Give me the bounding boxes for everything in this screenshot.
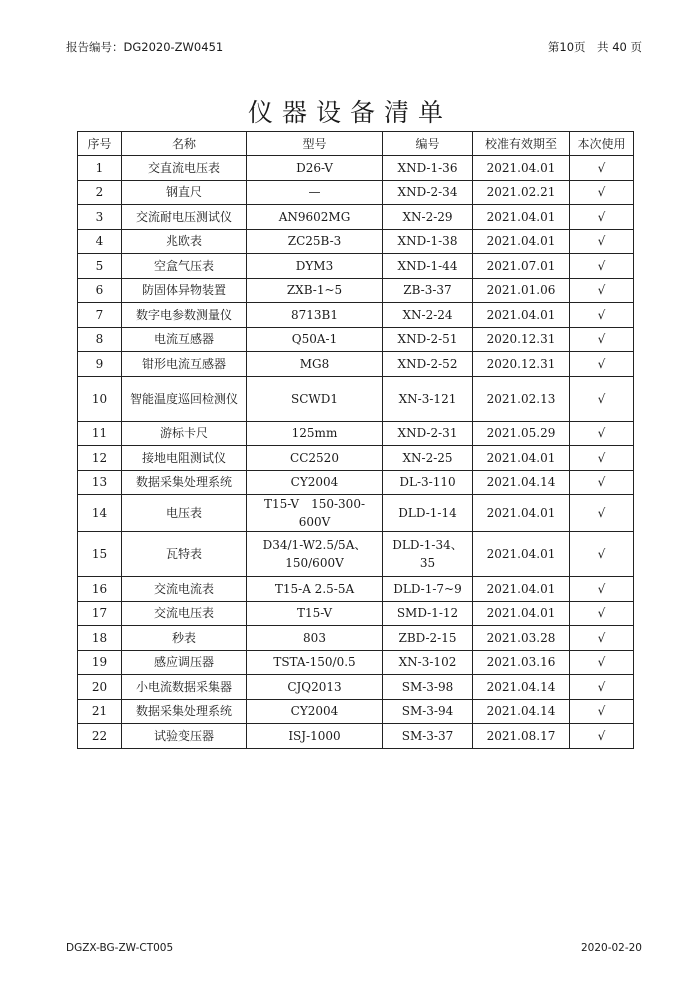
instrument-name-cell: 试验变压器 bbox=[122, 724, 247, 749]
instrument-name-cell: 游标卡尺 bbox=[122, 421, 247, 446]
table-row bbox=[78, 229, 634, 254]
used-mark-cell: √ bbox=[570, 156, 634, 181]
model-cell: D26-V bbox=[247, 156, 383, 181]
calibration-date-cell: 2021.07.01 bbox=[473, 254, 570, 279]
instrument-name-cell: 秒表 bbox=[122, 626, 247, 651]
table-row bbox=[78, 470, 634, 495]
row-index-cell: 17 bbox=[78, 601, 122, 626]
instrument-name-cell: 交直流电压表 bbox=[122, 156, 247, 181]
model-cell: ZXB-1~5 bbox=[247, 278, 383, 303]
serial-number-cell: DLD-1-14 bbox=[383, 495, 473, 532]
calibration-date-cell: 2021.04.14 bbox=[473, 699, 570, 724]
used-mark-cell: √ bbox=[570, 352, 634, 377]
column-header-index: 序号 bbox=[78, 132, 122, 156]
serial-number-cell: SM-3-94 bbox=[383, 699, 473, 724]
serial-number-cell: SM-3-37 bbox=[383, 724, 473, 749]
row-index-cell: 12 bbox=[78, 446, 122, 471]
serial-number-cell: XND-2-34 bbox=[383, 180, 473, 205]
model-cell: 125mm bbox=[247, 421, 383, 446]
used-mark-cell: √ bbox=[570, 577, 634, 602]
table-row bbox=[78, 352, 634, 377]
serial-number-cell: XND-2-31 bbox=[383, 421, 473, 446]
calibration-date-cell: 2021.01.06 bbox=[473, 278, 570, 303]
serial-number-cell: XN-3-102 bbox=[383, 650, 473, 675]
table-row bbox=[78, 156, 634, 181]
table-row bbox=[78, 699, 634, 724]
model-cell: 8713B1 bbox=[247, 303, 383, 328]
model-cell: Q50A-1 bbox=[247, 327, 383, 352]
used-mark-cell: √ bbox=[570, 254, 634, 279]
column-header-model: 型号 bbox=[247, 132, 383, 156]
serial-number-cell: DLD-1-34、35 bbox=[383, 532, 473, 577]
column-header-calibration-date: 校准有效期至 bbox=[473, 132, 570, 156]
used-mark-cell: √ bbox=[570, 421, 634, 446]
table-row bbox=[78, 577, 634, 602]
calibration-date-cell: 2021.03.16 bbox=[473, 650, 570, 675]
row-index-cell: 13 bbox=[78, 470, 122, 495]
calibration-date-cell: 2021.02.13 bbox=[473, 376, 570, 421]
used-mark-cell: √ bbox=[570, 532, 634, 577]
row-index-cell: 2 bbox=[78, 180, 122, 205]
instrument-name-cell: 交流电压表 bbox=[122, 601, 247, 626]
model-cell: T15-V bbox=[247, 601, 383, 626]
page-title: 仪器设备清单 bbox=[247, 98, 452, 127]
row-index-cell: 22 bbox=[78, 724, 122, 749]
serial-number-cell: ZBD-2-15 bbox=[383, 626, 473, 651]
serial-number-cell: SM-3-98 bbox=[383, 675, 473, 700]
table-row bbox=[78, 303, 634, 328]
serial-number-cell: XND-1-44 bbox=[383, 254, 473, 279]
model-cell: SCWD1 bbox=[247, 376, 383, 421]
model-cell: DYM3 bbox=[247, 254, 383, 279]
instrument-name-cell: 钳形电流互感器 bbox=[122, 352, 247, 377]
used-mark-cell: √ bbox=[570, 699, 634, 724]
instrument-name-cell: 数字电参数测量仪 bbox=[122, 303, 247, 328]
serial-number-cell: DL-3-110 bbox=[383, 470, 473, 495]
model-cell: CJQ2013 bbox=[247, 675, 383, 700]
instrument-name-cell: 兆欧表 bbox=[122, 229, 247, 254]
model-cell: 803 bbox=[247, 626, 383, 651]
calibration-date-cell: 2021.04.01 bbox=[473, 495, 570, 532]
model-cell: D34/1-W2.5/5A、150/600V bbox=[247, 532, 383, 577]
calibration-date-cell: 2021.04.01 bbox=[473, 205, 570, 230]
serial-number-cell: XND-1-36 bbox=[383, 156, 473, 181]
used-mark-cell: √ bbox=[570, 446, 634, 471]
calibration-date-cell: 2021.04.01 bbox=[473, 532, 570, 577]
row-index-cell: 5 bbox=[78, 254, 122, 279]
table-body bbox=[78, 156, 634, 749]
instrument-name-cell: 交流电流表 bbox=[122, 577, 247, 602]
column-header-name: 名称 bbox=[122, 132, 247, 156]
used-mark-cell: √ bbox=[570, 205, 634, 230]
used-mark-cell: √ bbox=[570, 327, 634, 352]
serial-number-cell: DLD-1-7~9 bbox=[383, 577, 473, 602]
equipment-table bbox=[77, 131, 634, 749]
model-cell: T15-V 150-300-600V bbox=[247, 495, 383, 532]
calibration-date-cell: 2020.12.31 bbox=[473, 352, 570, 377]
serial-number-cell: XN-2-29 bbox=[383, 205, 473, 230]
used-mark-cell: √ bbox=[570, 675, 634, 700]
table-row bbox=[78, 675, 634, 700]
instrument-name-cell: 接地电阻测试仪 bbox=[122, 446, 247, 471]
table-row bbox=[78, 254, 634, 279]
row-index-cell: 14 bbox=[78, 495, 122, 532]
instrument-name-cell: 电压表 bbox=[122, 495, 247, 532]
row-index-cell: 7 bbox=[78, 303, 122, 328]
table-row bbox=[78, 532, 634, 577]
calibration-date-cell: 2021.03.28 bbox=[473, 626, 570, 651]
model-cell: MG8 bbox=[247, 352, 383, 377]
table-row bbox=[78, 205, 634, 230]
model-cell: CC2520 bbox=[247, 446, 383, 471]
used-mark-cell: √ bbox=[570, 278, 634, 303]
instrument-name-cell: 交流耐电压测试仪 bbox=[122, 205, 247, 230]
row-index-cell: 8 bbox=[78, 327, 122, 352]
row-index-cell: 21 bbox=[78, 699, 122, 724]
used-mark-cell: √ bbox=[570, 650, 634, 675]
row-index-cell: 18 bbox=[78, 626, 122, 651]
document-code: DGZX-BG-ZW-CT005 bbox=[66, 942, 174, 954]
row-index-cell: 15 bbox=[78, 532, 122, 577]
serial-number-cell: XN-3-121 bbox=[383, 376, 473, 421]
row-index-cell: 1 bbox=[78, 156, 122, 181]
used-mark-cell: √ bbox=[570, 495, 634, 532]
table-row bbox=[78, 180, 634, 205]
used-mark-cell: √ bbox=[570, 601, 634, 626]
model-cell: ZC25B-3 bbox=[247, 229, 383, 254]
table-row bbox=[78, 724, 634, 749]
serial-number-cell: XN-2-25 bbox=[383, 446, 473, 471]
model-cell: TSTA-150/0.5 bbox=[247, 650, 383, 675]
calibration-date-cell: 2021.04.01 bbox=[473, 601, 570, 626]
used-mark-cell: √ bbox=[570, 180, 634, 205]
calibration-date-cell: 2020.12.31 bbox=[473, 327, 570, 352]
instrument-name-cell: 电流互感器 bbox=[122, 327, 247, 352]
model-cell: T15-A 2.5-5A bbox=[247, 577, 383, 602]
page-indicator: 第10页 共 40 页 bbox=[547, 40, 642, 54]
used-mark-cell: √ bbox=[570, 626, 634, 651]
serial-number-cell: XND-1-38 bbox=[383, 229, 473, 254]
row-index-cell: 20 bbox=[78, 675, 122, 700]
instrument-name-cell: 感应调压器 bbox=[122, 650, 247, 675]
calibration-date-cell: 2021.04.01 bbox=[473, 446, 570, 471]
table-header-row bbox=[78, 132, 634, 156]
serial-number-cell: XND-2-52 bbox=[383, 352, 473, 377]
instrument-name-cell: 小电流数据采集器 bbox=[122, 675, 247, 700]
model-cell: CY2004 bbox=[247, 470, 383, 495]
used-mark-cell: √ bbox=[570, 229, 634, 254]
report-number: 报告编号：DG2020-ZW0451 bbox=[66, 40, 224, 54]
used-mark-cell: √ bbox=[570, 724, 634, 749]
table-row bbox=[78, 650, 634, 675]
column-header-serial: 编号 bbox=[383, 132, 473, 156]
instrument-name-cell: 防固体异物装置 bbox=[122, 278, 247, 303]
serial-number-cell: XND-2-51 bbox=[383, 327, 473, 352]
row-index-cell: 19 bbox=[78, 650, 122, 675]
table-row bbox=[78, 327, 634, 352]
model-cell: CY2004 bbox=[247, 699, 383, 724]
row-index-cell: 3 bbox=[78, 205, 122, 230]
instrument-name-cell: 数据采集处理系统 bbox=[122, 470, 247, 495]
calibration-date-cell: 2021.04.01 bbox=[473, 303, 570, 328]
used-mark-cell: √ bbox=[570, 303, 634, 328]
row-index-cell: 6 bbox=[78, 278, 122, 303]
serial-number-cell: SMD-1-12 bbox=[383, 601, 473, 626]
model-cell: AN9602MG bbox=[247, 205, 383, 230]
model-cell: ISJ-1000 bbox=[247, 724, 383, 749]
calibration-date-cell: 2021.04.01 bbox=[473, 229, 570, 254]
table-row bbox=[78, 376, 634, 421]
used-mark-cell: √ bbox=[570, 376, 634, 421]
serial-number-cell: XN-2-24 bbox=[383, 303, 473, 328]
table-row bbox=[78, 278, 634, 303]
calibration-date-cell: 2021.02.21 bbox=[473, 180, 570, 205]
row-index-cell: 11 bbox=[78, 421, 122, 446]
column-header-used: 本次使用 bbox=[570, 132, 634, 156]
serial-number-cell: ZB-3-37 bbox=[383, 278, 473, 303]
document-date: 2020-02-20 bbox=[580, 942, 642, 954]
instrument-name-cell: 空盒气压表 bbox=[122, 254, 247, 279]
row-index-cell: 9 bbox=[78, 352, 122, 377]
instrument-name-cell: 智能温度巡回检测仪 bbox=[122, 376, 247, 421]
calibration-date-cell: 2021.04.14 bbox=[473, 675, 570, 700]
table-row bbox=[78, 626, 634, 651]
instrument-name-cell: 瓦特表 bbox=[122, 532, 247, 577]
model-cell: — bbox=[247, 180, 383, 205]
calibration-date-cell: 2021.04.01 bbox=[473, 156, 570, 181]
instrument-name-cell: 数据采集处理系统 bbox=[122, 699, 247, 724]
table-row bbox=[78, 495, 634, 532]
row-index-cell: 10 bbox=[78, 376, 122, 421]
calibration-date-cell: 2021.05.29 bbox=[473, 421, 570, 446]
table-row bbox=[78, 601, 634, 626]
used-mark-cell: √ bbox=[570, 470, 634, 495]
instrument-name-cell: 钢直尺 bbox=[122, 180, 247, 205]
calibration-date-cell: 2021.08.17 bbox=[473, 724, 570, 749]
calibration-date-cell: 2021.04.14 bbox=[473, 470, 570, 495]
row-index-cell: 4 bbox=[78, 229, 122, 254]
table-row bbox=[78, 421, 634, 446]
calibration-date-cell: 2021.04.01 bbox=[473, 577, 570, 602]
table-row bbox=[78, 446, 634, 471]
row-index-cell: 16 bbox=[78, 577, 122, 602]
